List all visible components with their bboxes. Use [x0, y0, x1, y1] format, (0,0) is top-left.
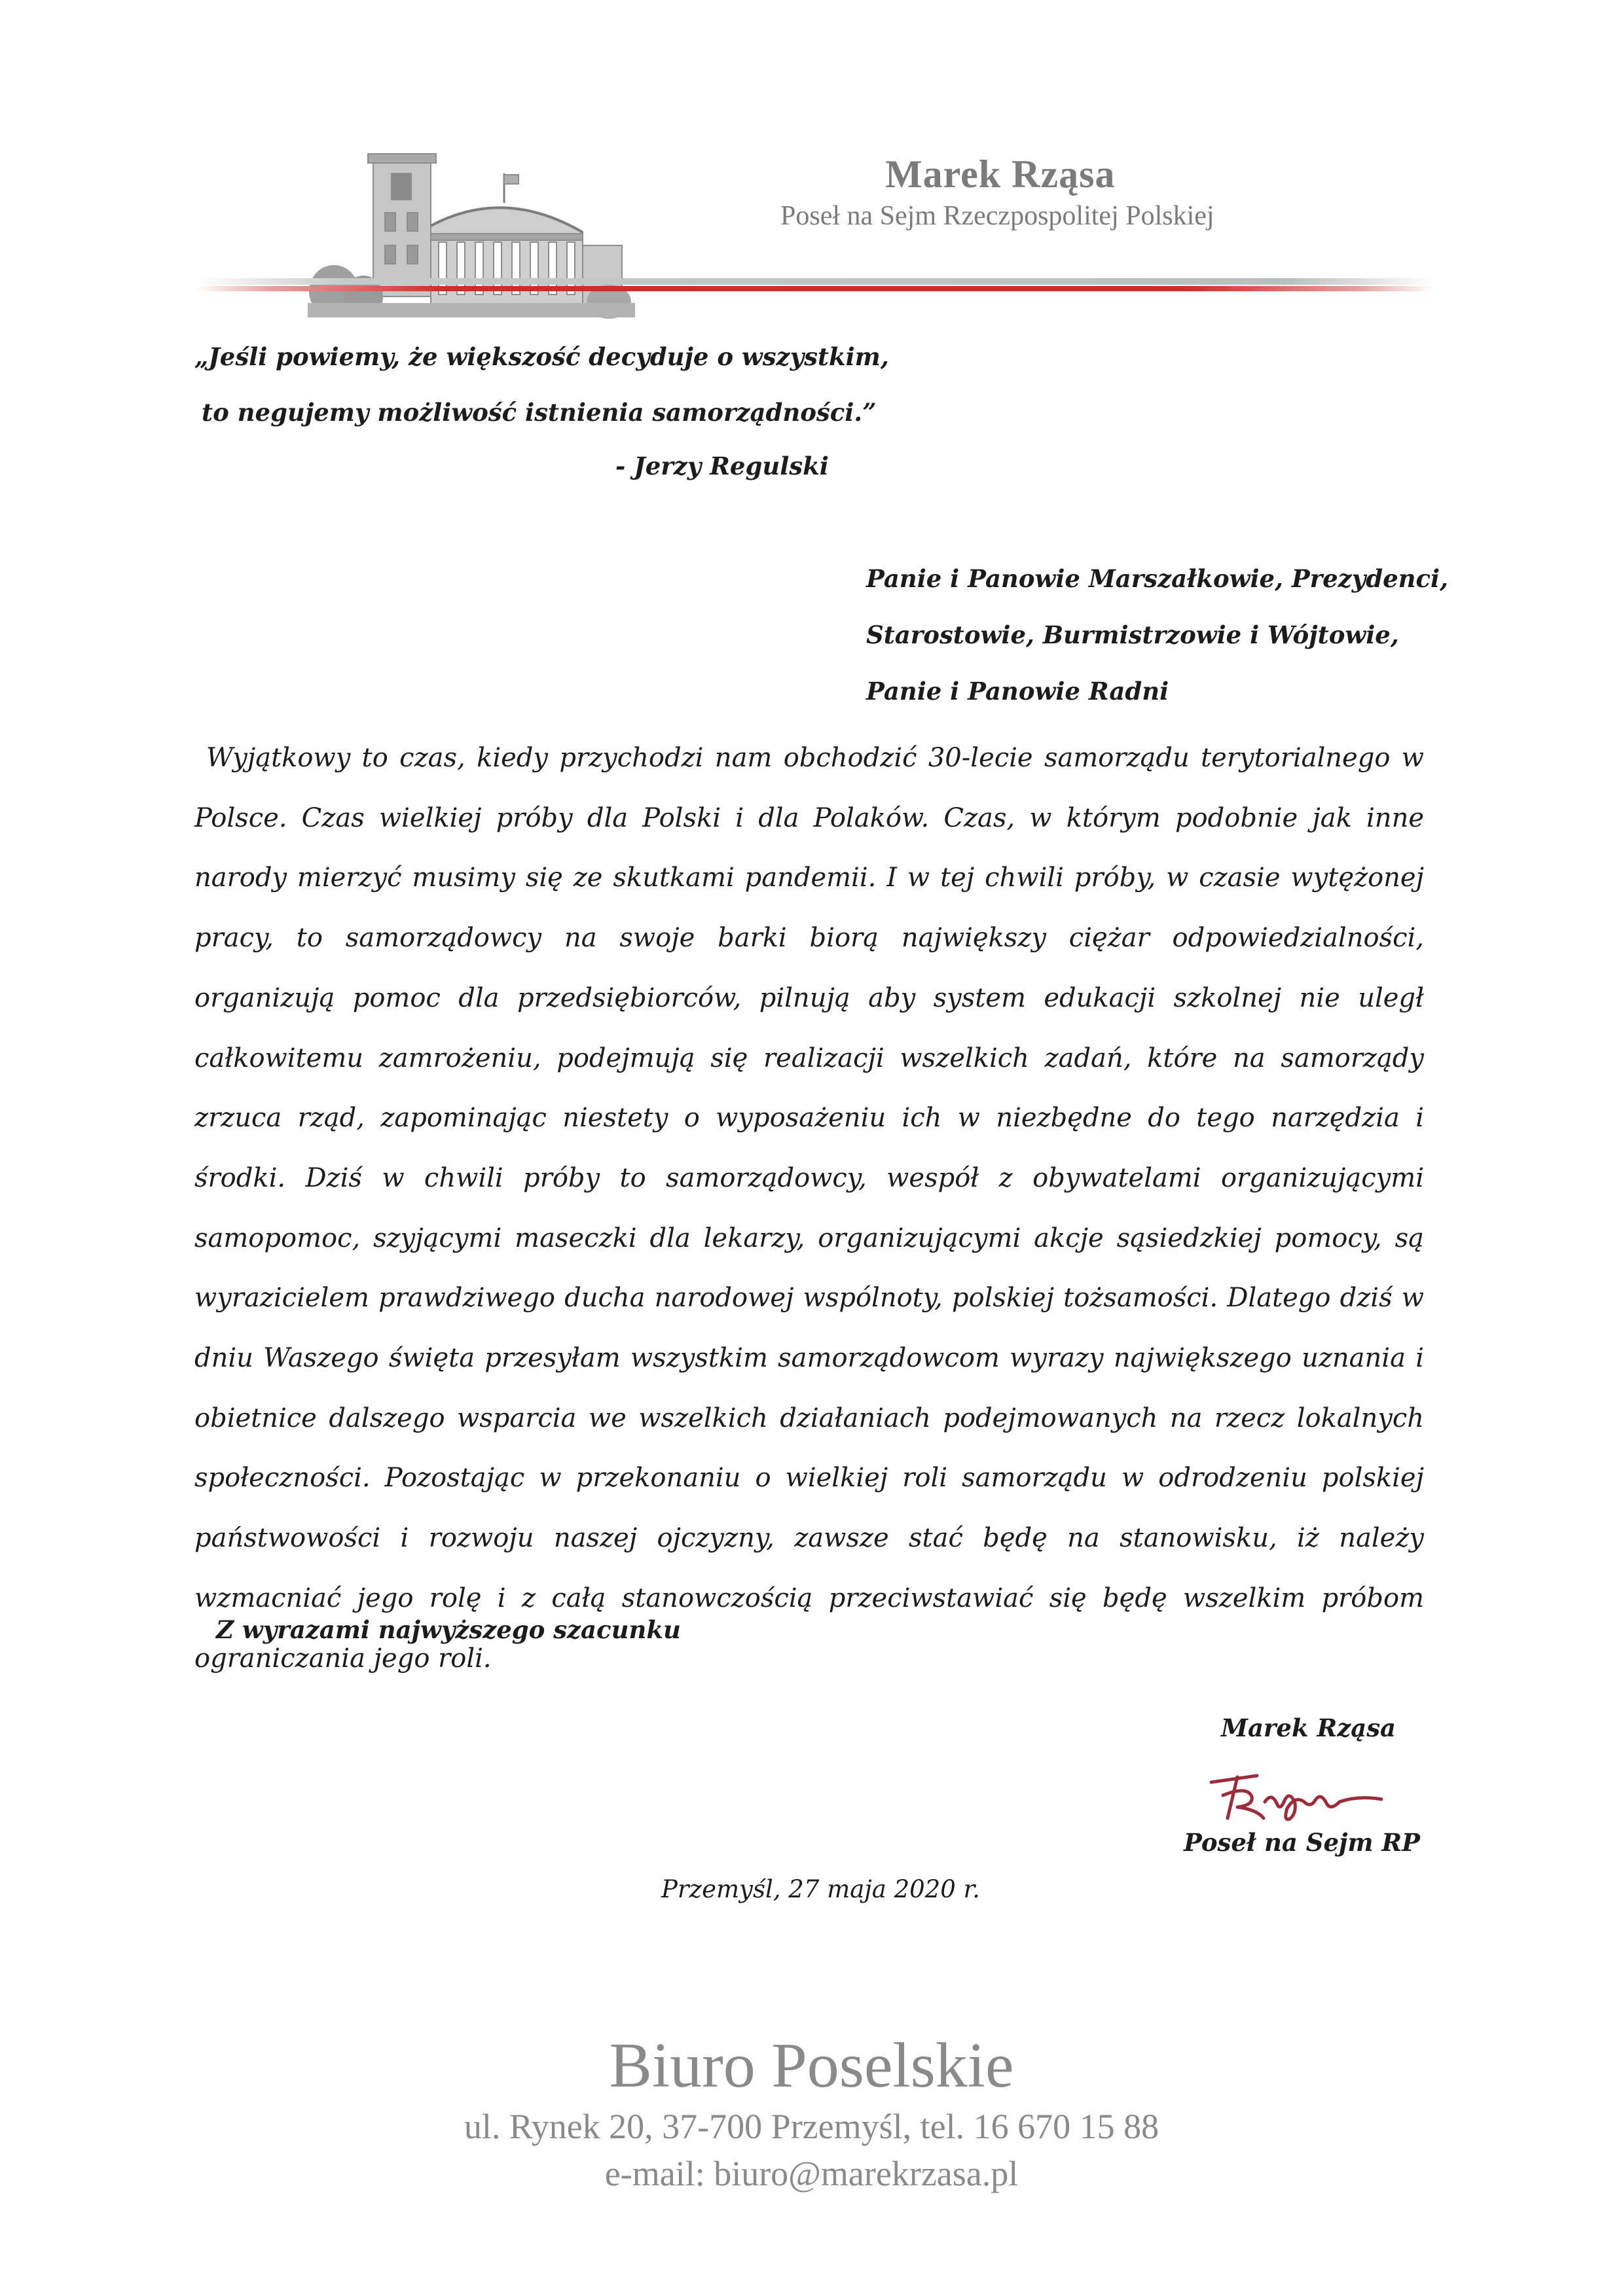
quote-author: - Jerzy Regulski: [615, 452, 829, 480]
handwritten-signature: [1192, 1756, 1401, 1835]
closing: Z wyrazami najwyższego szacunku: [216, 1615, 681, 1644]
letterhead-name: Marek Rząsa: [885, 152, 1116, 196]
letterhead-gray-rule: [196, 278, 1434, 285]
sejm-building-icon: [308, 147, 635, 324]
body-paragraph: Wyjątkowy to czas, kiedy przychodzi nam obchodzić 30-lecie samorządu terytorialnego w Polsce. Czas wielkiej próby dla Polski i dla Polaków. Czas, w którym podobnie jak inne narody mierzyć musimy się ze skutkami pandemii. I w tej chwili próby, w czasie wytężonej pracy, to samorządowcy na swoje barki biorą największy ciężar odpowiedzialności, organizują pomoc dla przedsiębiorców, pilnują aby system edukacji szkolnej nie uległ całkowitemu zamrożeniu, podejmują się realizacji wszelkich zadań, które na samorządy zrzuca rząd, zapominając niestety o wyposażeniu ich w niezbędne do tego narzędzia i środki. Dziś w chwili próby to samorządowcy, wespół z obywatelami organizującymi samopomoc, szyjącymi maseczki dla lekarzy, organizującymi akcje sąsiedzkiej pomocy, są wyrazicielem prawdziwego ducha narodowej wspólnoty, polskiej tożsamości. Dlatego dziś w dniu Waszego święta przesyłam wszystkim samorządowcom wyrazy największego uznania i obietnice dalszego wsparcia we wszelkich działaniach podejmowanych na rzecz lokalnych społeczności. Pozostając w przekonaniu o wielkiej roli samorządu w odrodzeniu polskiej państwowości i rozwoju naszej ojczyzny, zawsze stać będę na stanowisku, iż należy wzmacniać jego rolę i z całą stanowczością przeciwstawiać się będę wszelkim próbom ograniczania jego roli.: [194, 743, 1424, 1674]
letterhead-title: Poseł na Sejm Rzeczpospolitej Polskiej: [780, 201, 1214, 231]
salutation-line-2: Starostowie, Burmistrzowie i Wójtowie,: [866, 620, 1399, 649]
footer-address: ul. Rynek 20, 37-700 Przemyśl, tel. 16 670 15 88: [464, 2107, 1159, 2146]
quote-line-1: „Jeśli powiemy, że większość decyduje o wszystkim,: [194, 342, 889, 371]
signature-name: Marek Rząsa: [1221, 1713, 1396, 1742]
letterhead-red-rule: [196, 286, 1434, 291]
salutation-line-1: Panie i Panowie Marszałkowie, Prezydenci,: [866, 564, 1448, 593]
salutation-line-3: Panie i Panowie Radni: [866, 677, 1169, 706]
footer-title: Biuro Poselskie: [609, 2030, 1014, 2101]
footer-email: e-mail: biuro@marekrzasa.pl: [604, 2154, 1019, 2193]
quote-line-2: to negujemy możliwość istnienia samorządności.”: [202, 398, 877, 427]
letter-body: [194, 728, 1424, 1689]
signature-role: Poseł na Sejm RP: [1184, 1828, 1421, 1857]
place-date: Przemyśl, 27 maja 2020 r.: [661, 1875, 980, 1903]
